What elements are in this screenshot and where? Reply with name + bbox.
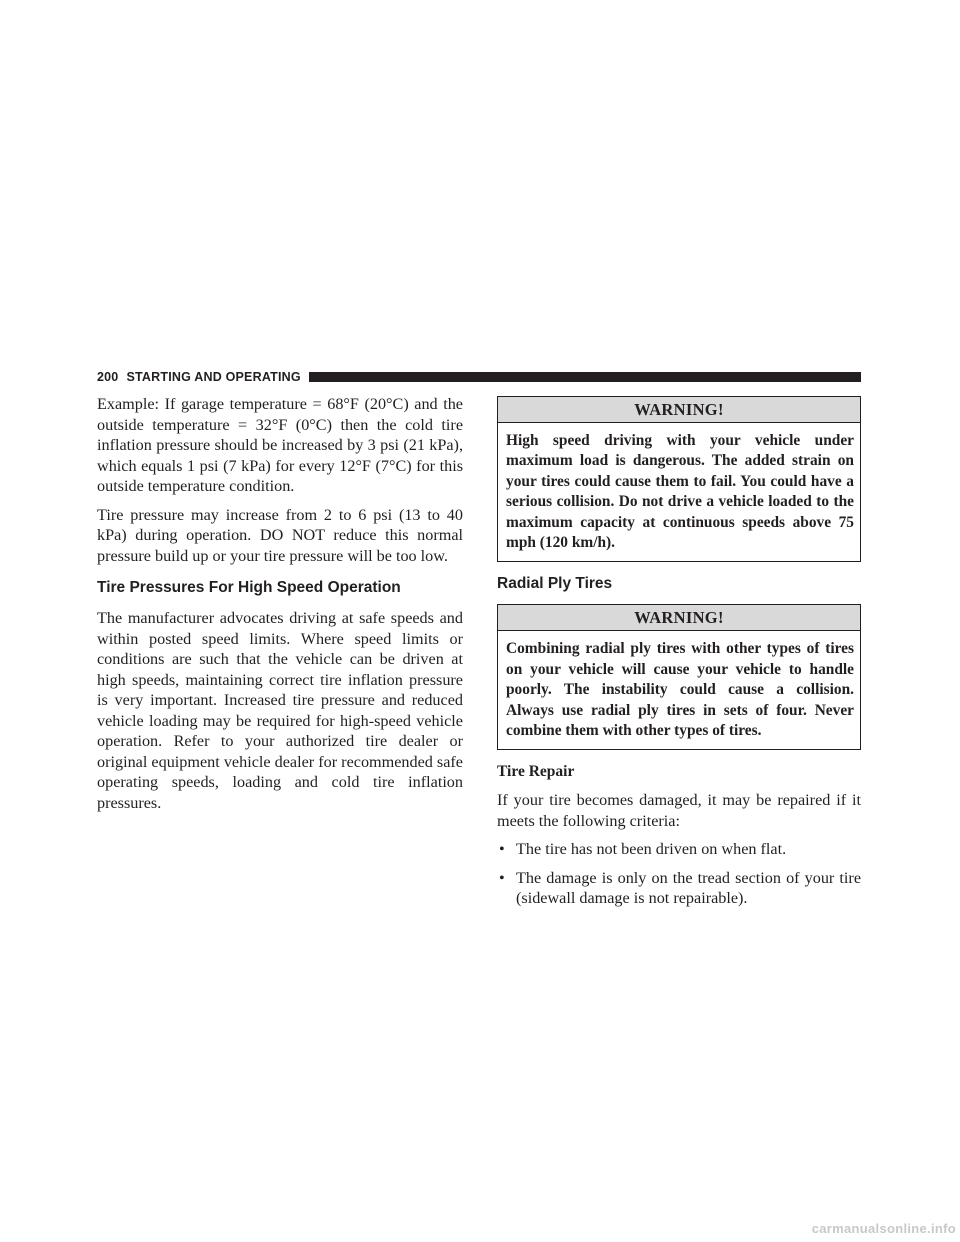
high-speed-heading: Tire Pressures For High Speed Operation	[97, 579, 401, 596]
bullet-icon: •	[499, 840, 505, 859]
bullet-icon: •	[499, 868, 505, 887]
warning-text: Combining radial ply tires with other types of tires on your vehicle will cause your vehicle to handle poorly. The instability could cause a collision. Always use radial ply tires in sets of four. Never combine them with other types of tires.	[506, 640, 854, 740]
section-title: STARTING AND OPERATING	[126, 370, 301, 384]
warning-text: High speed driving with your vehicle under maximum load is dangerous. The added strain on your tires could cause them to fail. You could have a serious collision. Do not drive a vehicle loaded to the maximum capacity at continuous speeds above 75 mph (120 km/h).	[506, 432, 854, 552]
tire-repair-heading: Tire Repair	[497, 763, 575, 781]
warning-title: WARNING!	[498, 397, 860, 423]
repair-criteria-list	[497, 839, 861, 909]
warning-box-radial	[497, 604, 861, 750]
warning-box-high-speed	[497, 396, 861, 562]
pressure-increase-paragraph: Tire pressure may increase from 2 to 6 psi (13 to 40 kPa) during operation. DO NOT reduce this normal pressure build up or your tire pressure will be too low.	[97, 505, 463, 565]
list-item: • The damage is only on the tread section of your tire (sidewall damage is not repairable).	[499, 868, 861, 908]
page-header	[97, 368, 861, 386]
header-rule	[309, 372, 861, 382]
watermark-logo: carmanualsonline.info	[811, 1221, 956, 1236]
list-item: • The tire has not been driven on when flat.	[499, 840, 787, 859]
radial-ply-heading: Radial Ply Tires	[497, 575, 613, 593]
warning-title: WARNING!	[498, 605, 860, 631]
example-paragraph: Example: If garage temperature = 68°F (20°C) and the outside temperature = 32°F (0°C) then the cold tire inflation pressure should be increased by 3 psi (21 kPa), which equals 1 psi (7 kPa) for every 12°F (7°C) for this outside temperature condition.	[97, 395, 463, 495]
right-column	[497, 394, 861, 917]
tire-repair-intro: If your tire becomes damaged, it may be repaired if it meets the following criteria:	[497, 791, 861, 830]
high-speed-paragraph: The manufacturer advocates driving at safe speeds and within posted speed limits. Where speed limits or conditions are such that the vehicle can be driven at high speeds, maintaining correct tire inflation pressure is very important. Increased tire pressure and reduced vehicle loading may be required for high-speed vehicle operation. Refer to your authorized tire dealer or original equipment vehicle dealer for recommended safe operating speeds, loading and cold tire inflation pressures.	[97, 609, 463, 812]
left-column	[97, 394, 463, 821]
page-number: 200	[97, 370, 119, 384]
